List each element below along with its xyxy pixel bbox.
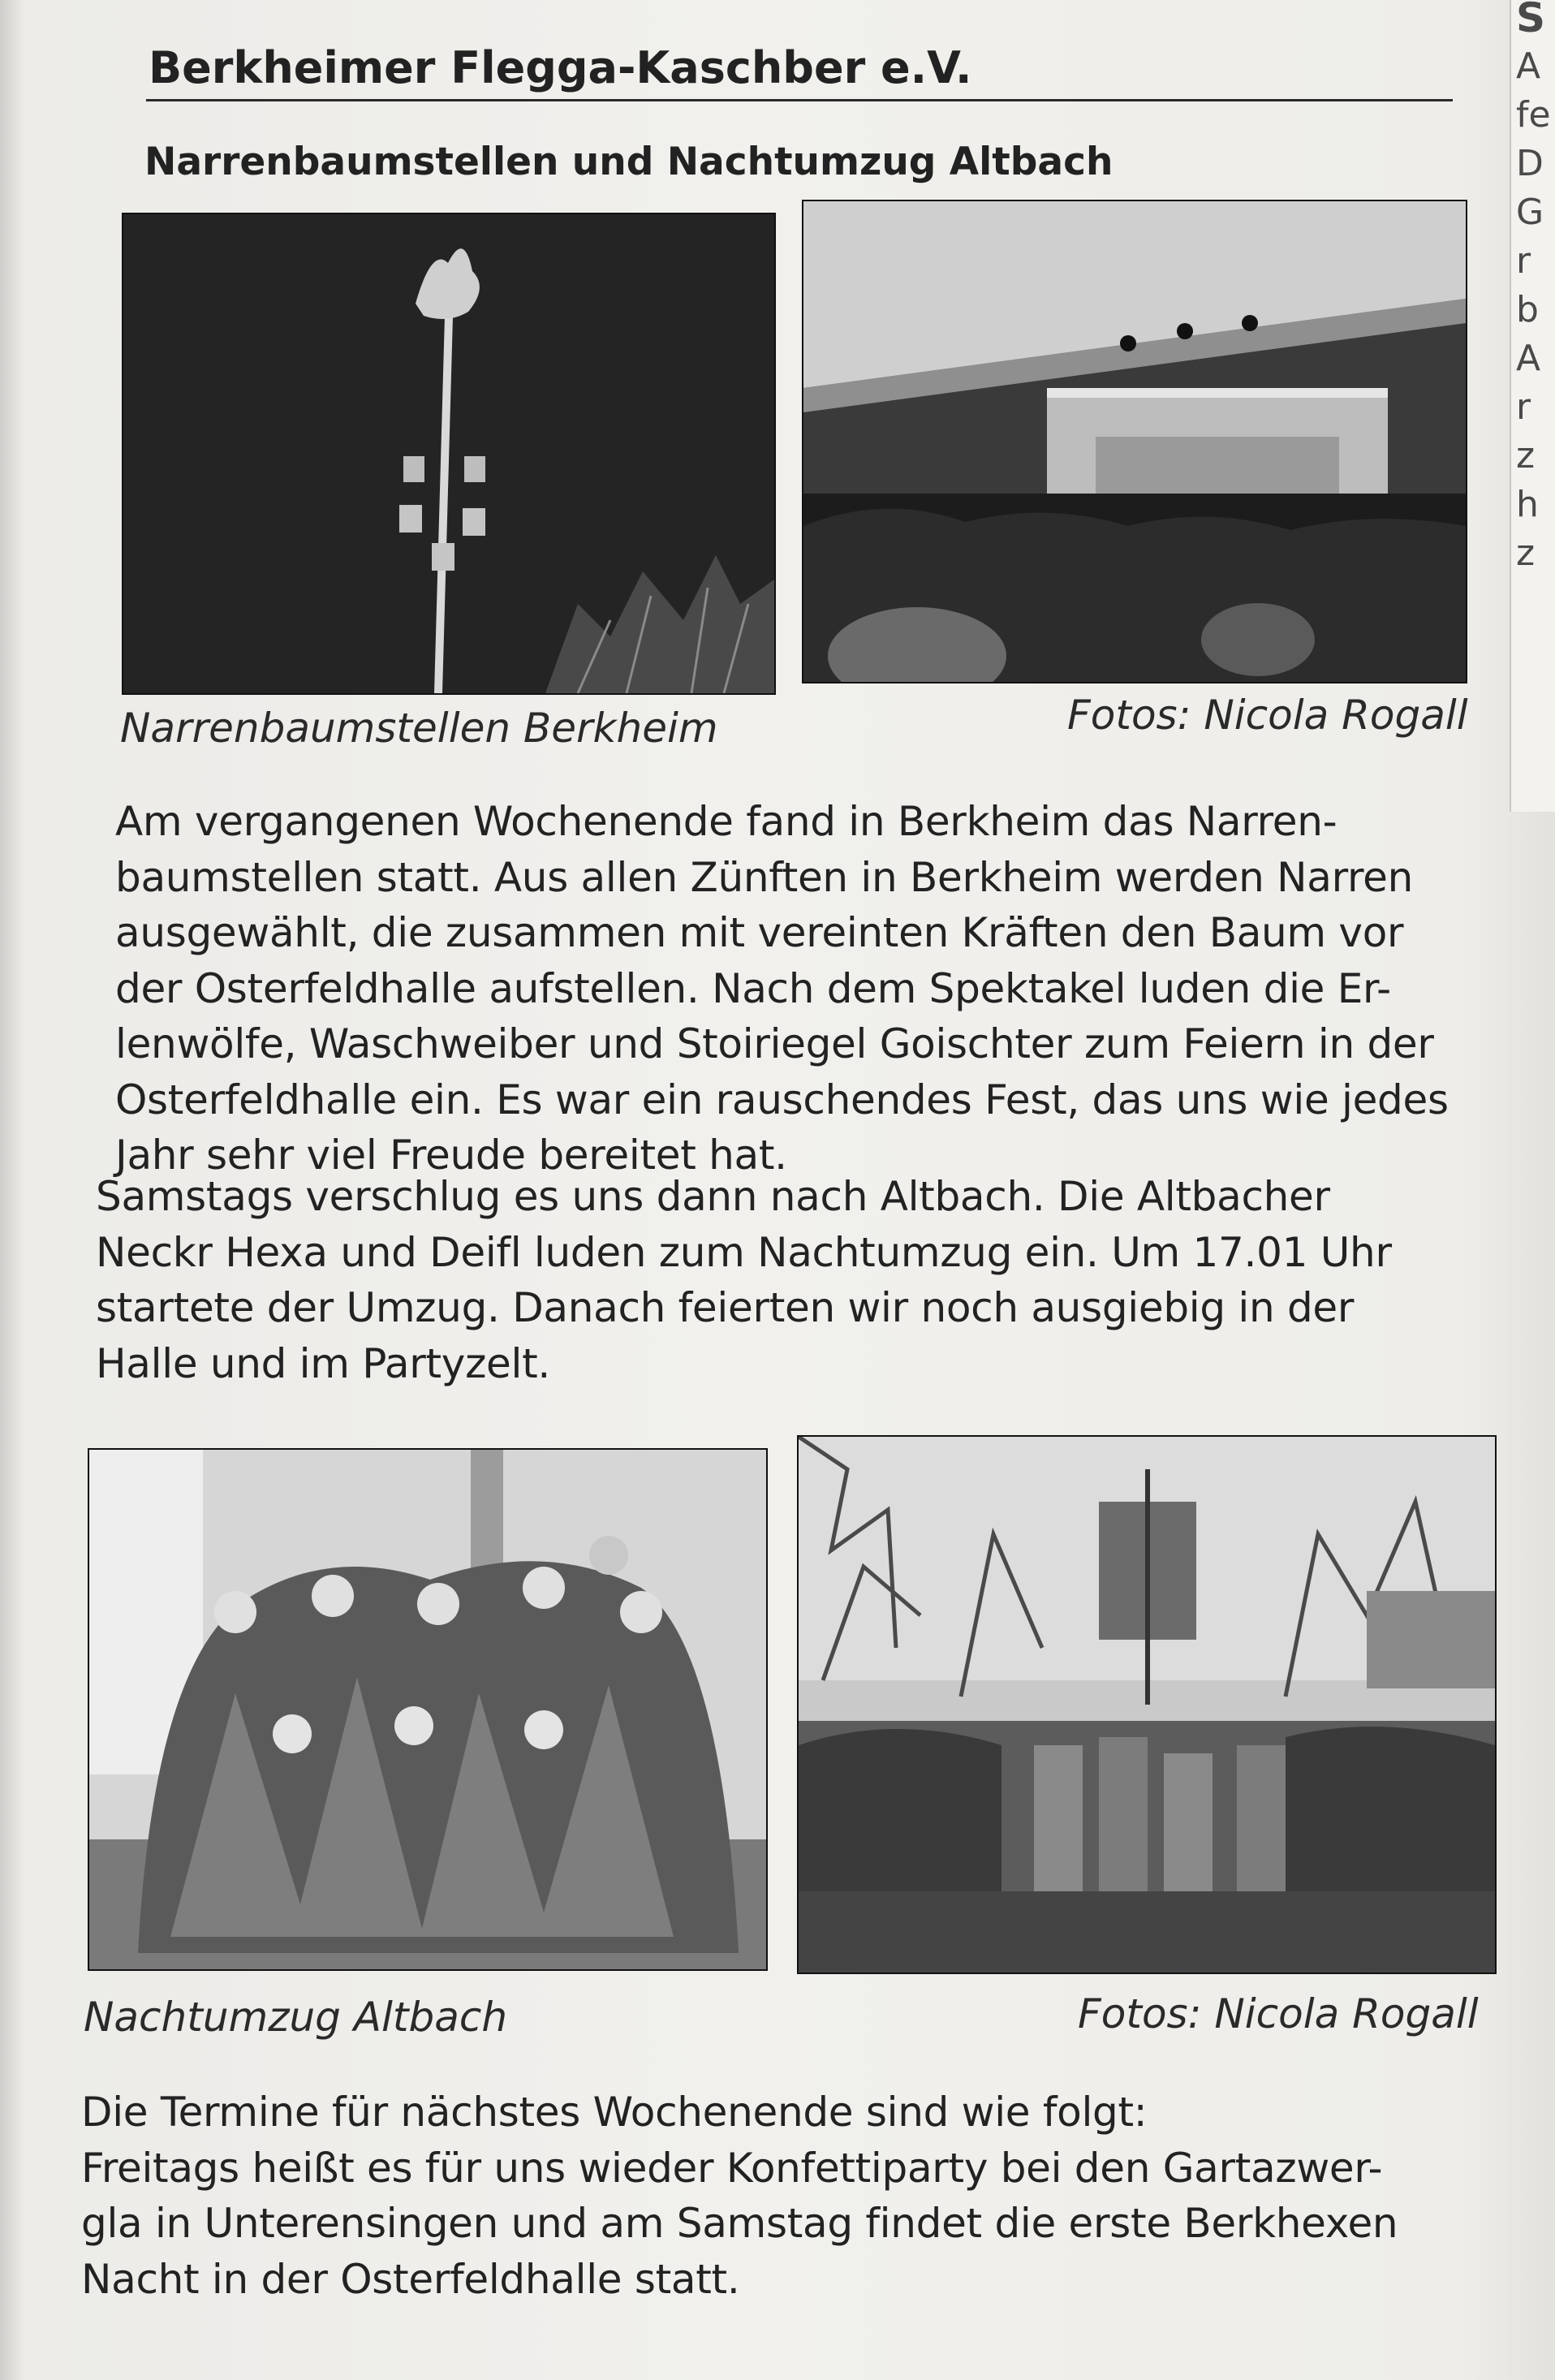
text-line: Neckr Hexa und Deifl luden zum Nachtumzug ein. Um 17.01 Uhr <box>96 1228 1392 1276</box>
text-line: gla in Unterensingen und am Samstag findet die erste Berkhexen <box>81 2200 1398 2247</box>
edge-fragment: r <box>1516 386 1531 428</box>
title-divider <box>146 99 1453 101</box>
edge-fragment: S <box>1516 0 1546 41</box>
edge-fragment: fe <box>1516 94 1551 136</box>
closing-paragraph <box>81 2085 1493 2307</box>
edge-fragment: D <box>1516 143 1544 184</box>
text-line: Freitags heißt es für uns wieder Konfettiparty bei den Gartazwer- <box>81 2144 1383 2192</box>
edge-fragment: z <box>1516 435 1536 476</box>
article-headline: Narrenbaumstellen und Nachtumzug Altbach <box>144 140 1113 184</box>
text-line: startete der Umzug. Danach feierten wir noch ausgiebig in der <box>96 1284 1355 1331</box>
photo-narrenbaum <box>122 213 776 695</box>
text-line: Samstags verschlug es uns dann nach Altbach. Die Altbacher <box>96 1173 1330 1220</box>
photo-group-costumes <box>88 1448 768 1971</box>
edge-fragment: r <box>1516 240 1531 282</box>
edge-fragment: A <box>1516 45 1541 87</box>
adjacent-column-edge <box>1510 0 1555 812</box>
photo-credit: Fotos: Nicola Rogall <box>1067 692 1468 739</box>
text-line: Am vergangenen Wochenende fand in Berkheim das Narren- <box>115 798 1337 845</box>
article-paragraph <box>96 1169 1484 1391</box>
edge-fragment: h <box>1516 484 1539 525</box>
club-title: Berkheimer Flegga-Kaschber e.V. <box>149 42 972 93</box>
text-line: Die Termine für nächstes Wochenende sind wie folgt: <box>81 2089 1148 2136</box>
text-line: baumstellen statt. Aus allen Zünften in Berkheim werden Narren <box>115 853 1413 901</box>
text-line: Jahr sehr viel Freude bereitet hat. <box>115 1132 787 1179</box>
text-line: Osterfeldhalle ein. Es war ein rauschendes Fest, das uns wie jedes <box>115 1076 1449 1123</box>
text-line: Nacht in der Osterfeldhalle statt. <box>81 2255 740 2303</box>
text-line: lenwölfe, Waschweiber und Stoiriegel Goischter zum Feiern in der <box>115 1020 1434 1067</box>
article-paragraph <box>115 794 1479 1184</box>
photo-parade-street <box>797 1435 1497 1974</box>
edge-fragment: z <box>1516 532 1536 574</box>
text-line: ausgewählt, die zusammen mit vereinten Kräften den Baum vor <box>115 909 1404 956</box>
edge-fragment: b <box>1516 289 1539 330</box>
photo-caption-left: Nachtumzug Altbach <box>84 1994 508 2041</box>
edge-fragment: G <box>1516 192 1544 233</box>
photo-caption-left: Narrenbaumstellen Berkheim <box>120 705 718 752</box>
text-line: der Osterfeldhalle aufstellen. Nach dem Spektakel luden die Er- <box>115 964 1391 1012</box>
photo-hall-party <box>802 200 1467 683</box>
edge-fragment: A <box>1516 338 1541 379</box>
text-line: Halle und im Partyzelt. <box>96 1339 550 1387</box>
photo-credit: Fotos: Nicola Rogall <box>1078 1990 1479 2037</box>
